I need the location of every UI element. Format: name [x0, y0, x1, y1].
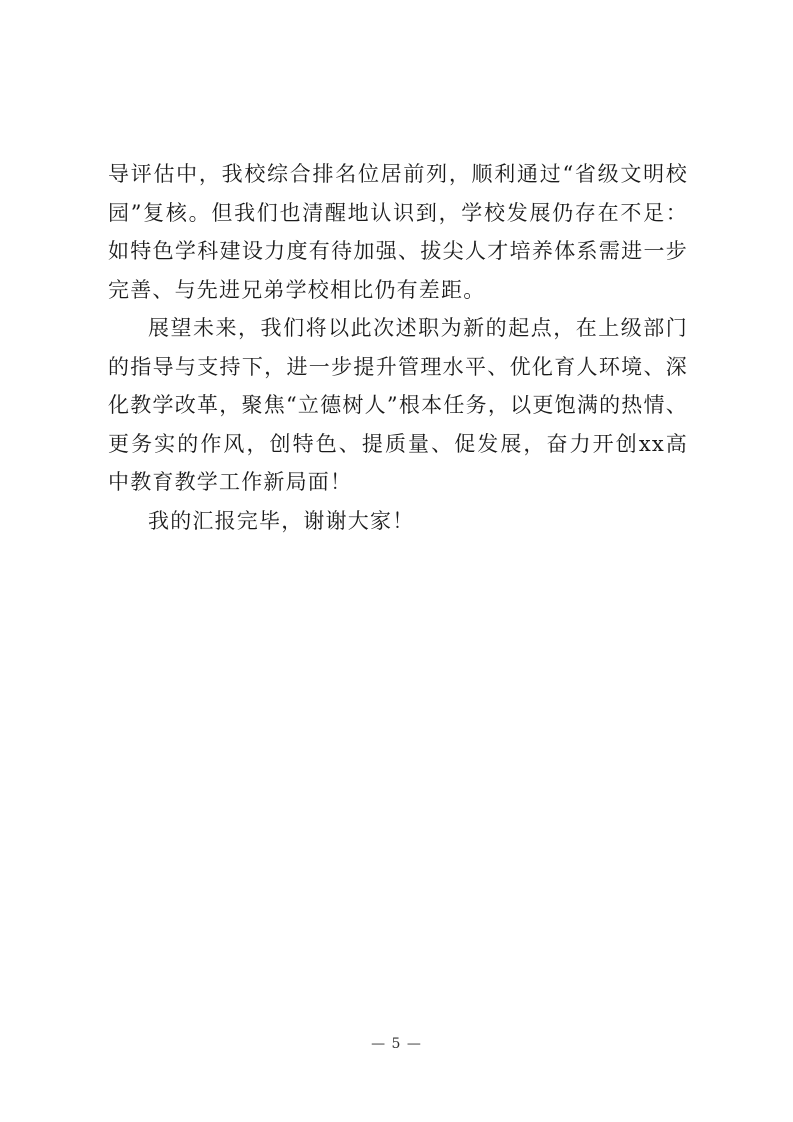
paragraph-outlook: 展望未来，我们将以此次述职为新的起点，在上级部门的指导与支持下，进一步提升管理水平、优化育人环境、深化教学改革，聚焦“立德树人”根本任务，以更饱满的热情、更务实的作风，创特色、提质量、促发展，奋力开创xx高中教育教学工作新局面！: [108, 316, 688, 494]
paragraph-continuation: 导评估中，我校综合排名位居前列，顺利通过“省级文明校园”复核。但我们也清醒地认识到，学校发展仍存在不足：如特色学科建设力度有待加强、拔尖人才培养体系需进一步完善、与先进兄弟学校相比仍有差距。: [108, 162, 688, 302]
page-number: — 5 —: [371, 1036, 422, 1052]
body-text: [108, 155, 688, 540]
paragraph-closing: 我的汇报完毕，谢谢大家！: [148, 508, 415, 533]
